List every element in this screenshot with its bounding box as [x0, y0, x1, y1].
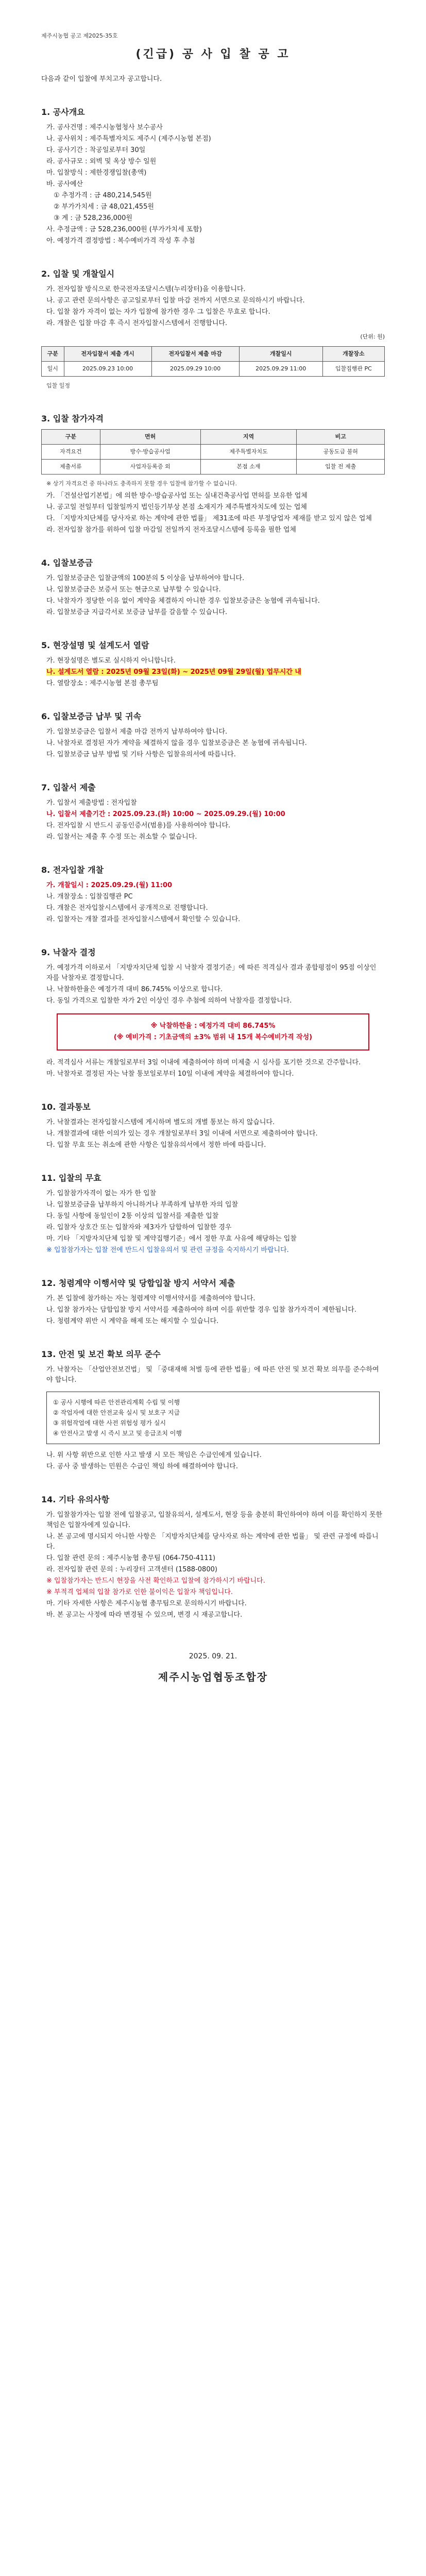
- result-row: 가. 낙찰결과는 전자입찰시스템에 게시하며 별도의 개별 통보는 하지 않습니다.: [46, 1118, 275, 1126]
- table-header: 비고: [297, 430, 385, 445]
- budget-row: ① 추정가격 : 금 480,214,545원: [54, 192, 152, 199]
- eligibility-row: 나. 공고일 전일부터 입찰일까지 법인등기부상 본점 소재지가 제주특별자치도에 있는 업체: [46, 503, 307, 511]
- section-schedule: [41, 269, 385, 391]
- submission-row: 라. 입찰서는 제출 후 수정 또는 취소할 수 없습니다.: [46, 833, 197, 841]
- invalid-row: 가. 입찰참가자격이 없는 자가 한 입찰: [46, 1190, 157, 1197]
- integrity-row: 가. 본 입찰에 참가하는 자는 청렴계약 이행서약서를 제출하여야 합니다.: [46, 1295, 255, 1302]
- overview-row: 나. 공사위치 : 제주특별자치도 제주시 (제주시농협 본점): [46, 135, 211, 143]
- deposit-row: 나. 입찰보증금은 보증서 또는 현금으로 납부할 수 있습니다.: [46, 586, 221, 594]
- lead-text: 다음과 같이 입찰에 부치고자 공고합니다.: [41, 75, 162, 83]
- briefing-row: 가. 현장설명은 별도로 실시하지 아니합니다.: [46, 657, 176, 665]
- section-heading: 14. 기타 유의사항: [41, 1495, 110, 1504]
- table-header: 개찰일시: [239, 347, 322, 362]
- overview-row: 라. 공사규모 : 외벽 및 옥상 방수 일원: [46, 158, 157, 165]
- overview-row: 다. 공사기간 : 착공일로부터 30일: [46, 146, 146, 154]
- safety-row: 나. 위 사항 위반으로 인한 사고 발생 시 모든 책임은 수급인에게 있습니다.: [46, 1451, 262, 1459]
- award-row: 라. 적격심사 서류는 개찰일로부터 3일 이내에 제출하여야 하며 미제출 시 심사를 포기한 것으로 간주합니다.: [46, 1059, 361, 1066]
- invalid-note: ※ 입찰참가자는 입찰 전에 반드시 입찰유의서 및 관련 규정을 숙지하시기 바랍니다.: [46, 1246, 289, 1254]
- section-heading: 1. 공사개요: [41, 107, 85, 117]
- table-header: 구분: [42, 430, 100, 445]
- misc-row: 마. 기타 자세한 사항은 제주시농협 총무팀으로 문의하시기 바랍니다.: [46, 1600, 247, 1607]
- table-cell: 2025.09.29 11:00: [239, 362, 322, 377]
- schedule-table: [41, 346, 385, 377]
- misc-row: 라. 전자입찰 관련 문의 : 누리장터 고객센터 (1588-0800): [46, 1566, 217, 1573]
- table-cell: 입찰집행관 PC: [322, 362, 384, 377]
- table-header: 개찰장소: [322, 347, 384, 362]
- opening-row: 라. 입찰자는 개찰 결과를 전자입찰시스템에서 확인할 수 있습니다.: [46, 916, 241, 923]
- table-header-row: [42, 347, 385, 362]
- deposit-row: 라. 입찰보증금 지급각서로 보증금 납부를 갈음할 수 있습니다.: [46, 608, 228, 616]
- table-row: [42, 445, 385, 460]
- opening-row: 나. 개찰장소 : 입찰집행관 PC: [46, 893, 133, 901]
- safety-row: 가. 낙찰자는 「산업안전보건법」 및 「중대재해 처벌 등에 관한 법률」에 따른 안전 및 보건 확보 의무를 준수하여야 합니다.: [46, 1366, 379, 1384]
- overview-row: 가. 공사건명 : 제주시농협청사 보수공사: [46, 124, 163, 131]
- safety-box-row: ② 작업자에 대한 안전교육 실시 및 보호구 지급: [53, 1409, 180, 1416]
- table-cell: 공동도급 불허: [297, 445, 385, 460]
- section-overview: [41, 107, 385, 246]
- section-opening: [41, 865, 385, 925]
- section-heading: 3. 입찰 참가자격: [41, 414, 104, 423]
- invalid-row: 마. 기타 「지방자치단체 입찰 및 계약집행기준」에서 정한 무효 사유에 해당하는 입찰: [46, 1235, 297, 1243]
- section-heading: 13. 안전 및 보건 확보 의무 준수: [41, 1349, 161, 1359]
- budget-heading: 바. 공사예산: [46, 180, 83, 188]
- eligibility-row: 가. 「건설산업기본법」에 의한 방수·방습공사업 또는 실내건축공사업 면허를 보유한 업체: [46, 492, 308, 500]
- schedule-row: 라. 개찰은 입찰 마감 후 즉시 전자입찰시스템에서 진행합니다.: [46, 319, 228, 327]
- table-cell: 2025.09.29 10:00: [151, 362, 239, 377]
- forfeit-row: 가. 입찰보증금은 입찰서 제출 마감 전까지 납부하여야 합니다.: [46, 728, 228, 736]
- table-cell: 자격요건: [42, 445, 100, 460]
- eligibility-row: 라. 전자입찰 참가를 위하여 입찰 마감일 전일까지 전자조달시스템에 등록을 필한 업체: [46, 526, 296, 534]
- section-award: [41, 947, 385, 1079]
- table-header-row: [42, 430, 385, 445]
- section-integrity: [41, 1278, 385, 1327]
- opening-row: 다. 개찰은 전자입찰시스템에서 공개적으로 진행합니다.: [46, 904, 208, 912]
- table-row: [42, 460, 385, 474]
- section-heading: 12. 청렴계약 이행서약 및 당합입찰 방지 서약서 제출: [41, 1278, 235, 1288]
- table-cell: 사업자등록증 외: [100, 460, 200, 474]
- safety-box-row: ③ 위험작업에 대한 사전 위험성 평가 실시: [53, 1419, 166, 1427]
- page-title: (긴급) 공 사 입 찰 공 고: [135, 48, 291, 61]
- misc-row: 다. 입찰 관련 문의 : 제주시농협 총무팀 (064-750-4111): [46, 1554, 216, 1562]
- safety-box-row: ④ 안전사고 발생 시 즉시 보고 및 응급조치 이행: [53, 1430, 182, 1437]
- award-row: 마. 낙찰자로 결정된 자는 낙찰 통보일로부터 10일 이내에 계약을 체결하여야 합니다.: [46, 1070, 294, 1078]
- table-cell: 입찰 전 제출: [297, 460, 385, 474]
- section-heading: 10. 결과통보: [41, 1102, 91, 1112]
- safety-box: [46, 1392, 380, 1444]
- schedule-row: 다. 입찰 참가 자격이 없는 자가 입찰에 참가한 경우 그 입찰은 무효로 합니다.: [46, 308, 270, 316]
- misc-row: 나. 본 공고에 명시되지 아니한 사항은 「지방자치단체를 당사자로 하는 계약에 관한 법률」 및 관련 규정에 따릅니다.: [46, 1533, 379, 1551]
- result-row: 나. 개찰결과에 대한 이의가 있는 경우 개찰일로부터 3일 이내에 서면으로 제출하여야 합니다.: [46, 1130, 318, 1138]
- section-heading: 5. 현장설명 및 설계도서 열람: [41, 640, 149, 650]
- table-cell: 2025.09.23 10:00: [64, 362, 151, 377]
- integrity-row: 다. 청렴계약 위반 시 계약을 해제 또는 해지할 수 있습니다.: [46, 1317, 219, 1325]
- table-caption: 입찰 일정: [46, 382, 71, 389]
- section-deposit: [41, 558, 385, 618]
- award-rate-line: (※ 예비가격 : 기초금액의 ±3% 범위 내 15개 복수예비가격 작성): [113, 1033, 313, 1041]
- invalid-row: 라. 입찰자 상호간 또는 입찰자와 제3자가 담합하여 입찰한 경우: [46, 1224, 232, 1231]
- table-header: 전자입찰서 제출 마감: [151, 347, 239, 362]
- section-heading: 8. 전자입찰 개찰: [41, 865, 104, 875]
- section-heading: 7. 입찰서 제출: [41, 783, 96, 792]
- overview-row: 마. 입찰방식 : 제한경쟁입찰(총액): [46, 169, 147, 177]
- table-row: [42, 362, 385, 377]
- result-row: 다. 입찰 무효 또는 취소에 관한 사항은 입찰유의서에서 정한 바에 따릅니다.: [46, 1141, 266, 1149]
- table-unit: (단위: 원): [360, 333, 385, 340]
- safety-box-row: ① 공사 시행에 따른 안전관리계획 수립 및 이행: [53, 1399, 180, 1406]
- section-heading: 2. 입찰 및 개찰일시: [41, 269, 115, 279]
- section-invalid-bids: [41, 1173, 385, 1256]
- notice-date: 2025. 09. 21.: [189, 1652, 237, 1660]
- table-cell: 본점 소재: [200, 460, 297, 474]
- budget-row: ③ 계 : 금 528,236,000원: [54, 214, 132, 222]
- overview-row: 사. 추정금액 : 금 528,236,000원 (부가가치세 포함): [46, 226, 202, 233]
- table-cell: 제출서류: [42, 460, 100, 474]
- section-heading: 11. 입찰의 무효: [41, 1173, 101, 1183]
- table-header: 지역: [200, 430, 297, 445]
- section-result: [41, 1102, 385, 1150]
- table-cell: 방수·방습공사업: [100, 445, 200, 460]
- misc-row: 바. 본 공고는 사정에 따라 변경될 수 있으며, 변경 시 재공고합니다.: [46, 1611, 243, 1619]
- briefing-highlight: 나. 설계도서 열람 : 2025년 09월 23일(화) ~ 2025년 09월 29일(월) 업무시간 내: [46, 668, 301, 676]
- section-misc: [41, 1495, 385, 1620]
- section-heading: 9. 낙찰자 결정: [41, 947, 96, 957]
- overview-row: 아. 예정가격 결정방법 : 복수예비가격 작성 후 추첨: [46, 237, 195, 245]
- misc-warning: ※ 부적격 업체의 입찰 참가로 인한 불이익은 입찰자 책임입니다.: [46, 1588, 233, 1596]
- eligibility-row: 다. 「지방자치단체를 당사자로 하는 계약에 관한 법률」 제31조에 따른 부정당업자 제재를 받고 있지 않은 업체: [46, 515, 372, 522]
- integrity-row: 나. 입찰 참가자는 담합입찰 방지 서약서를 제출하여야 하며 이를 위반할 경우 입찰 참가자격이 제한됩니다.: [46, 1306, 356, 1314]
- notice-number: 제주시농협 공고 제2025-35호: [41, 32, 118, 39]
- table-header: 전자입찰서 제출 개시: [64, 347, 151, 362]
- issuer-name: 제주시농업협동조합장: [158, 1671, 268, 1683]
- misc-row: 가. 입찰참가자는 입찰 전에 입찰공고, 입찰유의서, 설계도서, 현장 등을 충분히 확인하여야 하며 이를 확인하지 못한 책임은 입찰자에게 있습니다.: [46, 1511, 383, 1529]
- forfeit-row: 다. 입찰보증금 납부 방법 및 기타 사항은 입찰유의서에 따릅니다.: [46, 751, 236, 758]
- forfeit-row: 나. 낙찰자로 결정된 자가 계약을 체결하지 않을 경우 입찰보증금은 본 농협에 귀속됩니다.: [46, 739, 307, 747]
- deposit-row: 다. 낙찰자가 정당한 이유 없이 계약을 체결하지 아니한 경우 입찰보증금은 농협에 귀속됩니다.: [46, 597, 320, 605]
- award-row: 가. 예정가격 이하로서 「지방자치단체 입찰 시 낙찰자 결정기준」에 따른 적격심사 결과 종합평점이 95점 이상인 자를 낙찰자로 결정합니다.: [46, 964, 377, 982]
- submission-row: 가. 입찰서 제출방법 : 전자입찰: [46, 799, 137, 807]
- invalid-row: 다. 동일 사항에 동일인이 2통 이상의 입찰서를 제출한 입찰: [46, 1212, 219, 1220]
- award-rate-box: [57, 1013, 369, 1050]
- award-row: 다. 동일 가격으로 입찰한 자가 2인 이상인 경우 추첨에 의하여 낙찰자를 결정합니다.: [46, 997, 292, 1005]
- award-row: 나. 낙찰하한율은 예정가격 대비 86.745% 이상으로 합니다.: [46, 986, 223, 993]
- briefing-row: 다. 열람장소 : 제주시농협 본점 총무팀: [46, 680, 159, 687]
- section-site-briefing: [41, 640, 385, 689]
- table-cell: 일시: [42, 362, 64, 377]
- invalid-row: 나. 입찰보증금을 납부하지 아니하거나 부족하게 납부한 자의 입찰: [46, 1201, 238, 1209]
- opening-row: 가. 개찰일시 : 2025.09.29.(월) 11:00: [46, 882, 173, 889]
- misc-warning: ※ 입찰참가자는 반드시 현장을 사전 확인하고 입찰에 참가하시기 바랍니다.: [46, 1577, 265, 1585]
- section-safety: [41, 1349, 385, 1472]
- schedule-row: 가. 전자입찰 방식으로 한국전자조달시스템(누리장터)을 이용합니다.: [46, 285, 246, 293]
- section-heading: 6. 입찰보증금 납부 및 귀속: [41, 711, 142, 721]
- award-rate-line: ※ 낙찰하한율 : 예정가격 대비 86.745%: [150, 1022, 276, 1030]
- table-cell: 제주특별자치도: [200, 445, 297, 460]
- table-header: 구분: [42, 347, 64, 362]
- submission-period: 나. 입찰서 제출기간 : 2025.09.23.(화) 10:00 ~ 2025.09.29.(월) 10:00: [46, 810, 285, 818]
- budget-row: ② 부가가치세 : 금 48,021,455원: [54, 203, 154, 211]
- deposit-row: 가. 입찰보증금은 입찰금액의 100분의 5 이상을 납부하여야 합니다.: [46, 574, 245, 582]
- submission-row: 다. 전자입찰 시 반드시 공동인증서(범용)를 사용하여야 합니다.: [46, 822, 231, 829]
- eligibility-table: [41, 429, 385, 474]
- section-eligibility: [41, 414, 385, 535]
- safety-row: 다. 공사 중 발생하는 민원은 수급인 책임 하에 해결하여야 합니다.: [46, 1463, 238, 1470]
- section-bid-submission: [41, 783, 385, 842]
- schedule-row: 나. 공고 관련 문의사항은 공고일로부터 입찰 마감 전까지 서면으로 문의하시기 바랍니다.: [46, 297, 305, 304]
- table-note: ※ 상기 자격요건 중 하나라도 충족하지 못할 경우 입찰에 참가할 수 없습니다.: [46, 480, 237, 487]
- section-deposit-forfeit: [41, 711, 385, 760]
- section-heading: 4. 입찰보증금: [41, 558, 93, 568]
- table-header: 면허: [100, 430, 200, 445]
